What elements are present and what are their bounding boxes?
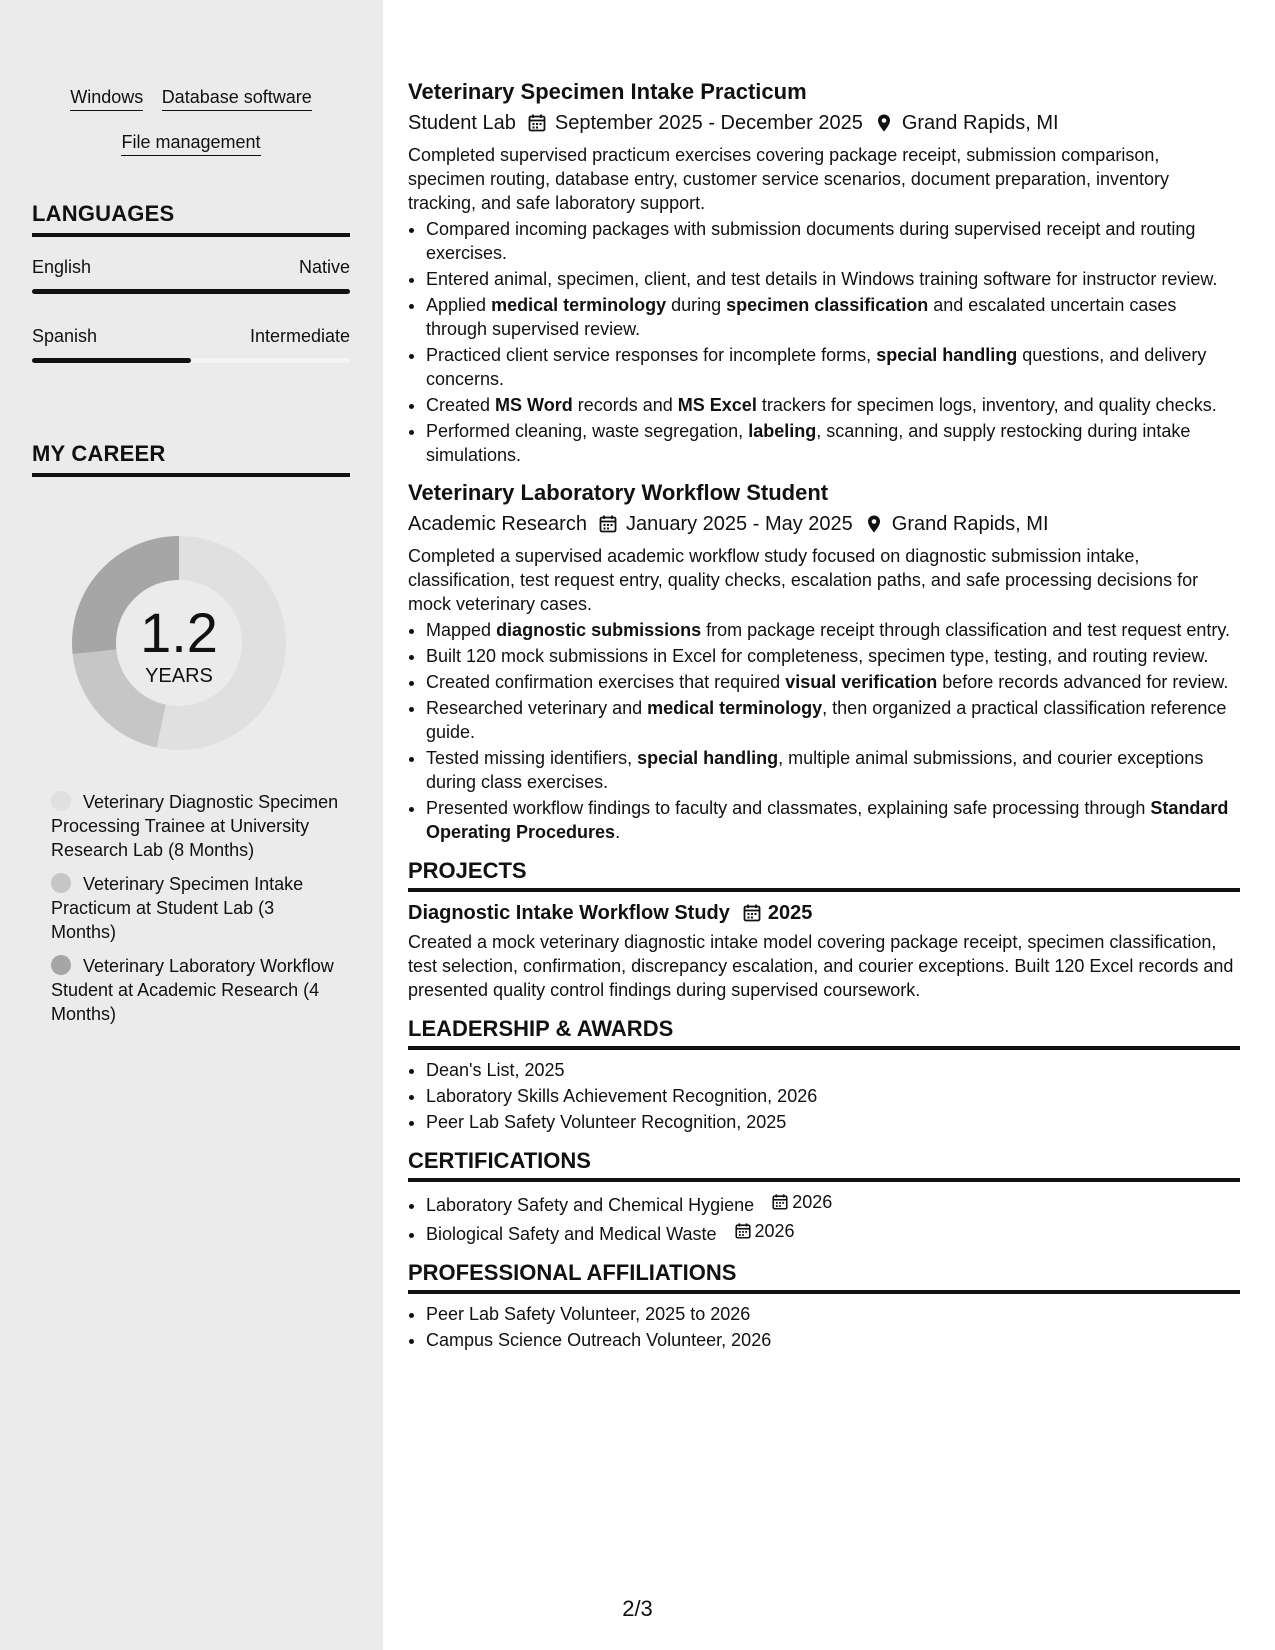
career-unit: YEARS [145,665,213,687]
certifications-heading: CERTIFICATIONS [408,1148,1240,1182]
certification-year: 2026 [792,1192,833,1212]
affiliations-list [408,1302,1240,1352]
calendar-icon [742,903,762,923]
job-org: Academic Research [408,513,587,535]
leadership-item: • Peer Lab Safety Volunteer Recognition, 2025 [426,1110,1240,1134]
project-title-row [408,900,1240,926]
job-bullet: • Researched veterinary and medical terminology, then organized a practical classification reference guide. [426,696,1240,744]
job-entry [408,78,1240,467]
main-content [408,0,1240,1354]
career-heading: MY CAREER [32,441,350,477]
job-location: Grand Rapids, MI [891,513,1049,535]
job-bullet: • Practiced client service responses for incomplete forms, special handling questions, and delivery concerns. [426,343,1240,391]
job-bullet: • Performed cleaning, waste segregation, labeling, scanning, and supply restocking during intake simulations. [426,419,1240,467]
language-level: Native [298,257,350,277]
certification-item [426,1219,1240,1246]
job-description: Completed a supervised academic workflow study focused on diagnostic submission intake, classification, test request entry, quality checks, escalation paths, and safe processing decisions for mock veterinary cases. [408,546,1199,614]
languages-heading: LANGUAGES [32,201,350,237]
page-number: 2/3 [622,1596,653,1621]
job-location: Grand Rapids, MI [901,112,1059,134]
job-bullet: • Presented workflow findings to faculty and classmates, explaining safe processing through Standard Operating Procedures. [426,796,1240,844]
language-bar [32,289,350,294]
job-bullets [408,618,1240,844]
job-bullet: • Compared incoming packages with submission documents during supervised receipt and routing exercises. [426,217,1240,265]
calendar-icon [598,514,618,534]
job-dates: January 2025 - May 2025 [625,513,853,535]
projects-heading: PROJECTS [408,858,1240,892]
language-name: Spanish [32,326,98,346]
skills-list [32,86,350,176]
career-dot [51,791,71,811]
job-title: Veterinary Laboratory Workflow Student [408,480,829,505]
location-pin-icon [874,113,894,133]
project-title: Diagnostic Intake Workflow Study [408,902,730,924]
job-bullet: • Applied medical terminology during specimen classification and escalated uncertain cases through supervised review. [426,293,1240,341]
leadership-list [408,1058,1240,1134]
leadership-heading: LEADERSHIP & AWARDS [408,1016,1240,1050]
certification-year: 2026 [754,1221,795,1241]
job-bullets [408,217,1240,467]
project-year: 2025 [767,902,813,924]
certifications-list [408,1190,1240,1246]
career-item-text: Veterinary Laboratory Workflow Student at Academic Research (4 Months) [51,956,334,1024]
location-pin-icon [864,514,884,534]
language-level: Intermediate [249,326,350,346]
job-bullet: • Created confirmation exercises that required visual verification before records advanced for review. [426,670,1240,694]
skill-tag: Database software [162,86,312,111]
affiliation-item: • Peer Lab Safety Volunteer, 2025 to 2026 [426,1302,1240,1326]
career-item-text: Veterinary Specimen Intake Practicum at Student Lab (3 Months) [51,874,304,942]
job-bullet: • Tested missing identifiers, special handling, multiple animal submissions, and courier exceptions during class exercises. [426,746,1240,794]
career-donut-chart [66,530,292,756]
job-dates: September 2025 - December 2025 [554,112,863,134]
certification-name: Laboratory Safety and Chemical Hygiene [426,1195,755,1215]
job-description: Completed supervised practicum exercises covering package receipt, submission comparison, specimen routing, database entry, customer service scenarios, document preparation, inventory tracking, and safe laboratory support. [408,145,1170,213]
career-item [51,954,341,1026]
job-meta [408,511,1240,537]
certification-name: Biological Safety and Medical Waste [426,1224,717,1244]
job-meta [408,110,1240,136]
affiliations-heading: PROFESSIONAL AFFILIATIONS [408,1260,1240,1294]
calendar-icon [527,113,547,133]
job-bullet: • Entered animal, specimen, client, and test details in Windows training software for instructor review. [426,267,1240,291]
language-bar-fill [32,358,191,363]
job-entry [408,479,1240,844]
career-dot [51,955,71,975]
language-name: English [32,257,92,277]
career-dot [51,873,71,893]
job-org: Student Lab [408,112,516,134]
calendar-icon [734,1222,752,1240]
language-bar [32,358,350,363]
job-bullet: • Built 120 mock submissions in Excel for completeness, specimen type, testing, and routing review. [426,644,1240,668]
career-item-text: Veterinary Diagnostic Specimen Processing Trainee at University Research Lab (8 Months) [51,792,339,860]
language-english [32,257,350,294]
sidebar [0,0,383,1650]
calendar-icon [771,1193,789,1211]
skill-tag: File management [121,131,260,156]
career-item [51,872,341,944]
language-spanish [32,326,350,363]
career-item [51,790,341,862]
job-bullet: • Created MS Word records and MS Excel trackers for specimen logs, inventory, and quality checks. [426,393,1240,417]
leadership-item: • Laboratory Skills Achievement Recognition, 2026 [426,1084,1240,1108]
job-bullet: • Mapped diagnostic submissions from package receipt through classification and test request entry. [426,618,1240,642]
career-list [51,790,341,1036]
project-description: Created a mock veterinary diagnostic intake model covering package receipt, specimen classification, test selection, confirmation, discrepancy escalation, and courier exceptions. Built 120 Excel records and presented quality control findings during supervised coursework. [408,932,1234,1000]
leadership-item: • Dean's List, 2025 [426,1058,1240,1082]
language-bar-fill [32,289,350,294]
job-title: Veterinary Specimen Intake Practicum [408,79,807,104]
certification-item [426,1190,1240,1217]
career-total: 1.2 [140,601,218,664]
skill-tag: Windows [70,86,143,111]
affiliation-item: • Campus Science Outreach Volunteer, 2026 [426,1328,1240,1352]
